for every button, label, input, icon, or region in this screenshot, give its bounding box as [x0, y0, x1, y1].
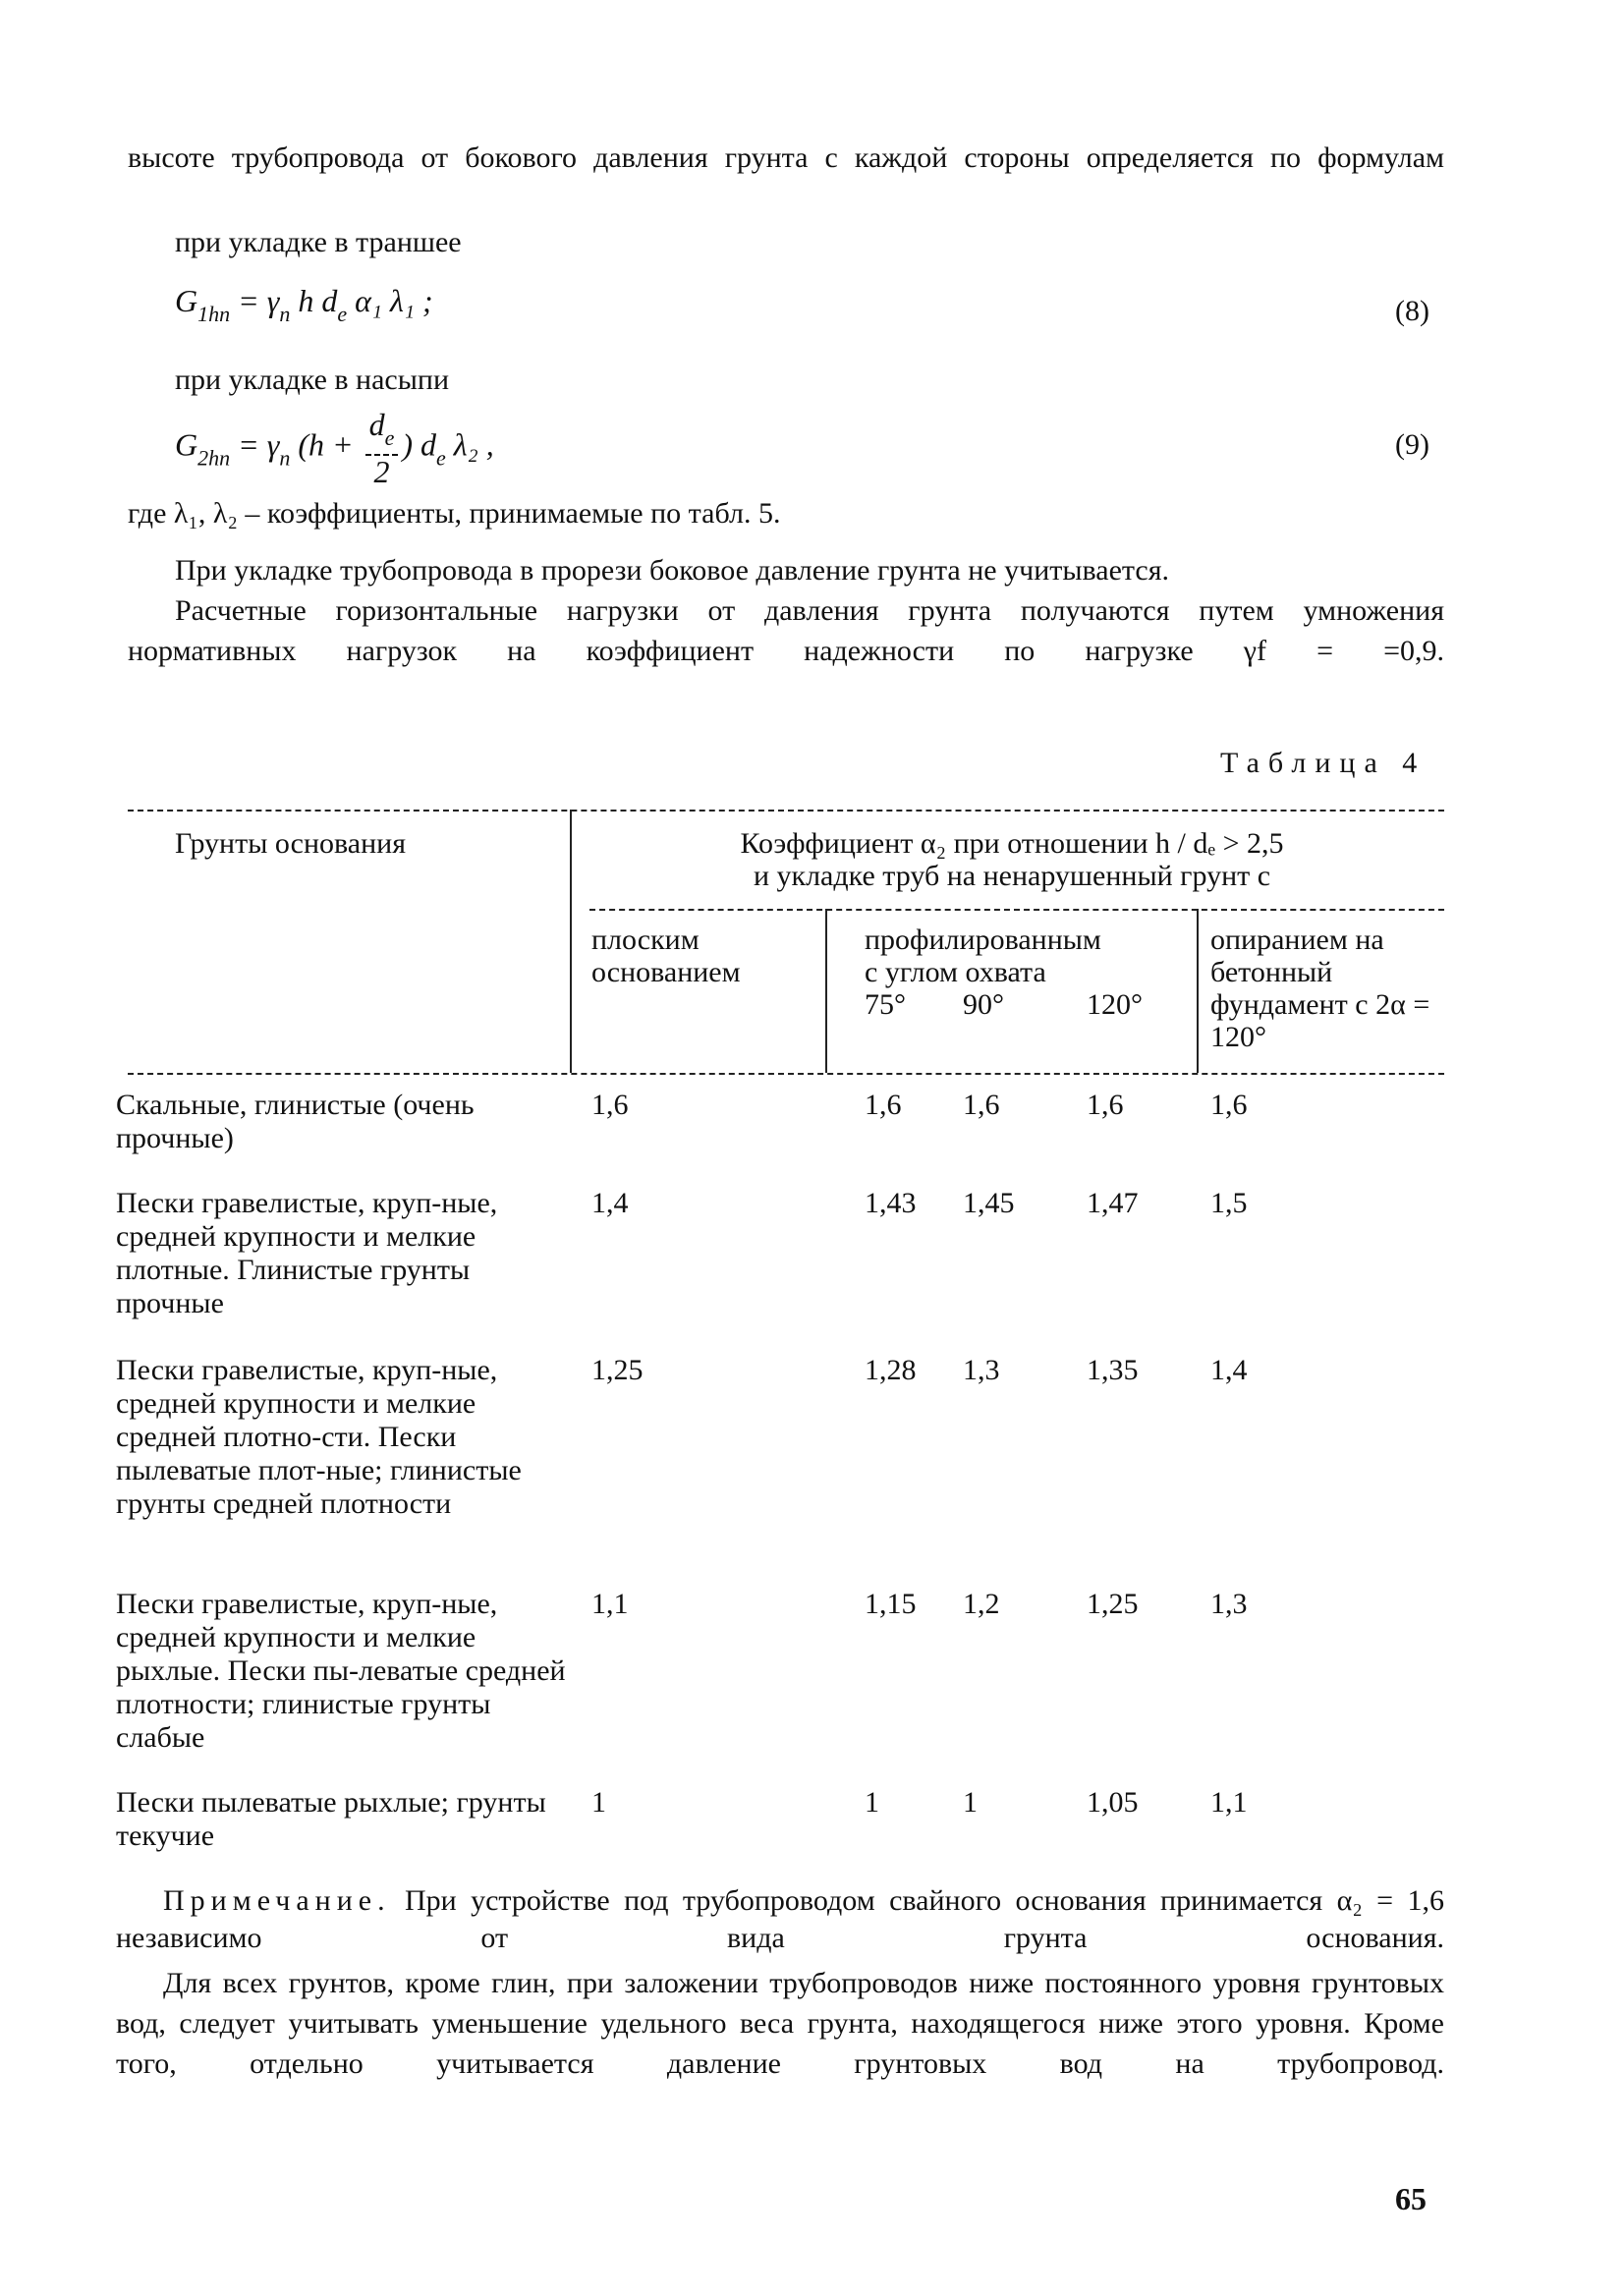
header-concrete: опиранием на бетонный фундамент с 2α = 120°: [1210, 924, 1430, 1053]
row-4-90: 1,2: [963, 1588, 1000, 1620]
row-1-concrete: 1,6: [1210, 1089, 1248, 1121]
row-1-120: 1,6: [1087, 1089, 1124, 1121]
row-3-75: 1,28: [865, 1354, 917, 1386]
row-1-75: 1,6: [865, 1089, 902, 1121]
row-2-90: 1,45: [963, 1187, 1015, 1219]
table-row-3-soil: Пески гравелистые, круп-ные, средней крупности и мелкие средней плотно-сти. Пески пылеватые плот-ные; глинистые грунты средней плотности: [116, 1354, 522, 1520]
row-4-75: 1,15: [865, 1588, 917, 1620]
row-4-120: 1,25: [1087, 1588, 1139, 1620]
row-2-flat: 1,4: [591, 1187, 629, 1219]
row-5-75: 1: [865, 1786, 879, 1819]
header-group-line2: и укладке труб на ненарушенный грунт с: [753, 860, 1271, 892]
header-angle-75: 75°: [865, 988, 906, 1021]
table-row-2-soil: Пески гравелистые, круп-ные, средней крупности и мелкие плотные. Глинистые грунты прочные: [116, 1187, 498, 1319]
row-3-flat: 1,25: [591, 1354, 644, 1386]
groundwater-paragraph: Для всех грунтов, кроме глин, при заложении трубопроводов ниже постоянного уровня грунтовых вод, следует учитывать уменьшение удельного веса грунта, находящегося ниже этого уровня. Кроме того, отдельно учитывается давление грунтовых вод на трубопровод.: [116, 1967, 1444, 2080]
table-row-4-soil: Пески гравелистые, круп-ные, средней крупности и мелкие рыхлые. Пески пы-леватые средней плотности; глинистые грунты слабые: [116, 1588, 566, 1754]
header-profiled-2: с углом охвата: [865, 956, 1046, 988]
equation-number-8: (8): [1395, 295, 1429, 327]
intro-paragraph: высоте трубопровода от бокового давления грунта с каждой стороны определяется по формулам: [128, 141, 1444, 174]
fraction-de-over-2: $\frac{d_e}{2}$: [365, 409, 399, 487]
formula-9: $G_{2hn} = \gamma_n$ (h + $\frac{d_e}{2}$ ) $d_e$ λ₂ ,: [175, 407, 494, 489]
row-3-120: 1,35: [1087, 1354, 1139, 1386]
header-group-line1: Коэффициент α₂ при отношении h / dₑ > 2,5: [740, 827, 1284, 860]
row-4-concrete: 1,3: [1210, 1588, 1248, 1620]
table-header-rule: [128, 1073, 1444, 1075]
row-1-flat: 1,6: [591, 1089, 629, 1121]
row-1-90: 1,6: [963, 1089, 1000, 1121]
row-2-120: 1,47: [1087, 1187, 1139, 1219]
table-divider-flat: [825, 909, 827, 1073]
table-note: [116, 1882, 1444, 1957]
table-divider-soil: [570, 810, 572, 1073]
row-2-75: 1,43: [865, 1187, 917, 1219]
row-4-flat: 1,1: [591, 1588, 629, 1620]
note-label: Примечание.: [163, 1884, 391, 1917]
page-number: 65: [1395, 2181, 1427, 2216]
row-3-concrete: 1,4: [1210, 1354, 1248, 1386]
header-angle-90: 90°: [963, 988, 1004, 1021]
table-group-rule: [589, 909, 1444, 911]
embankment-label: при укладке в насыпи: [175, 364, 449, 396]
row-5-concrete: 1,1: [1210, 1786, 1248, 1819]
table-row-5-soil: Пески пылеватые рыхлые; грунты текучие: [116, 1786, 546, 1852]
header-profiled-1: профилированным: [865, 924, 1101, 956]
where-text: где λ₁, λ₂ – коэффициенты, принимаемые по табл. 5.: [128, 497, 781, 530]
cut-paragraph: При укладке трубопровода в прорези боковое давление грунта не учитывается.: [175, 554, 1170, 587]
table-row-1-soil: Скальные, глинистые (очень прочные): [116, 1089, 475, 1154]
trench-label: при укладке в траншее: [175, 226, 462, 258]
header-soil: Грунты основания: [175, 827, 406, 860]
horizontal-load-paragraph: Расчетные горизонтальные нагрузки от давления грунта получаются путем умножения нормативных нагрузок на коэффициент надежности по нагрузке γf = =0,9.: [128, 594, 1444, 667]
header-angle-120: 120°: [1087, 988, 1143, 1021]
row-5-90: 1: [963, 1786, 978, 1819]
row-3-90: 1,3: [963, 1354, 1000, 1386]
row-2-concrete: 1,5: [1210, 1187, 1248, 1219]
row-5-flat: 1: [591, 1786, 606, 1819]
table-divider-profiled: [1197, 909, 1199, 1073]
row-5-120: 1,05: [1087, 1786, 1139, 1819]
note-text: При устройстве под трубопроводом свайного основания принимается α₂ = 1,6 независимо от вида грунта основания.: [116, 1884, 1444, 1954]
table-caption: Таблица 4: [1220, 747, 1427, 779]
header-flat: плоским основанием: [591, 924, 741, 988]
formula-8: $G_{1hn} = \gamma_n$ h $d_e$ α₁ λ₁ ;: [175, 283, 433, 326]
equation-number-9: (9): [1395, 428, 1429, 461]
table-top-rule: [128, 810, 1444, 812]
